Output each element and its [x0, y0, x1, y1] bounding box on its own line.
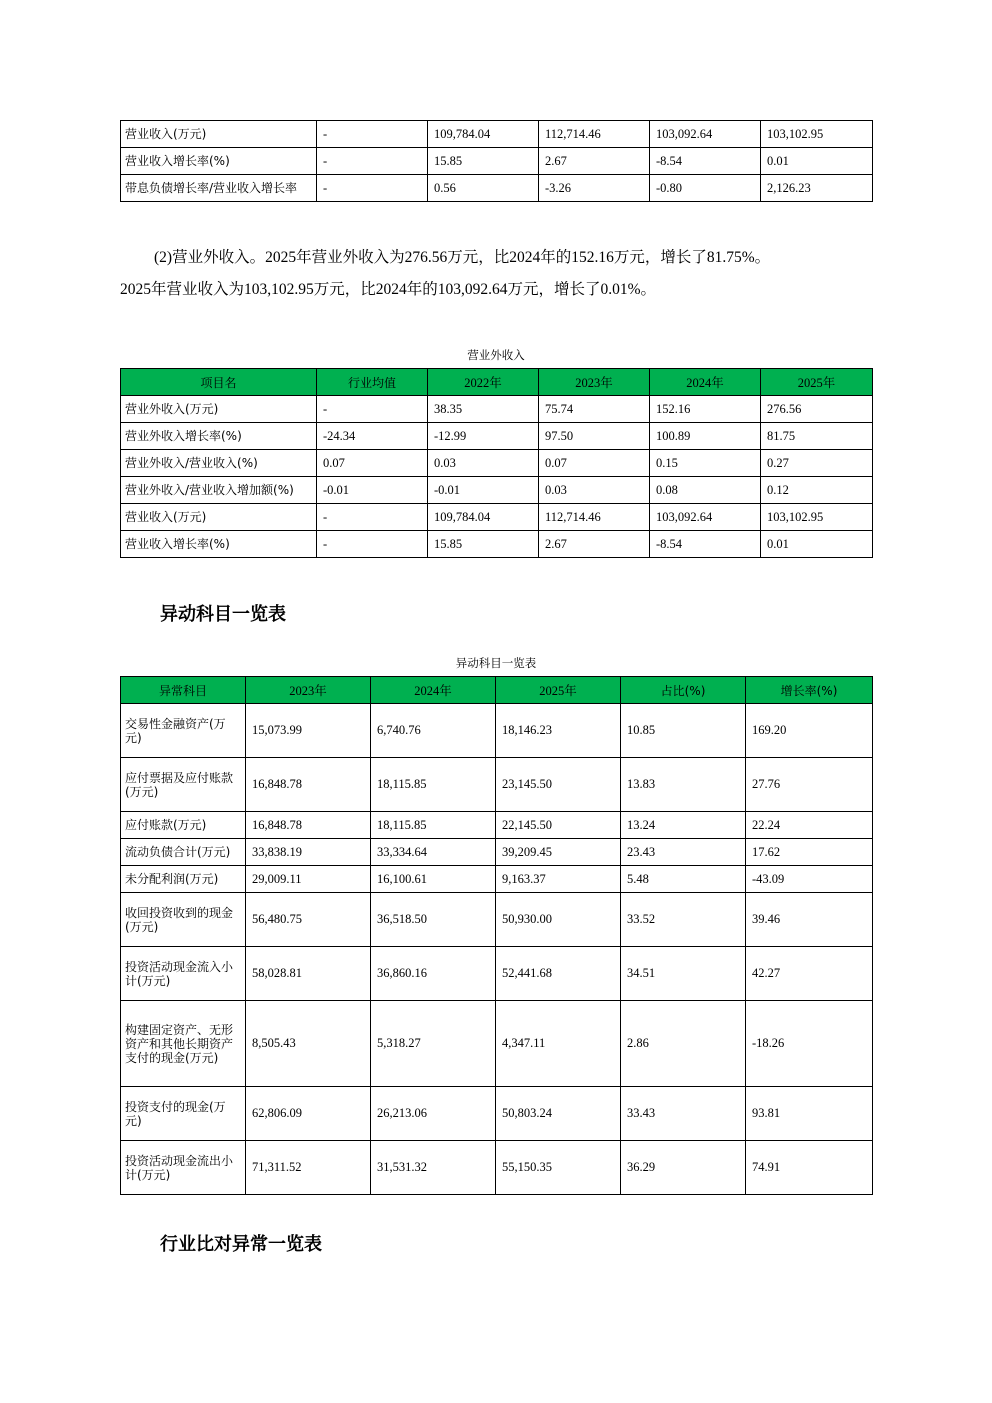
table-row	[121, 893, 873, 947]
table-header-row	[121, 677, 873, 704]
column-header: 2025年	[496, 677, 621, 704]
value-cell: 0.03	[539, 477, 650, 504]
table-row	[121, 1001, 873, 1087]
non-operating-income-table	[120, 368, 873, 558]
value-cell: 0.07	[539, 450, 650, 477]
value-cell: 4,347.11	[496, 1001, 621, 1087]
value-cell: 2.67	[539, 148, 650, 175]
value-cell: 103,092.64	[650, 504, 761, 531]
value-cell: 55,150.35	[496, 1141, 621, 1195]
value-cell: 103,102.95	[761, 504, 873, 531]
value-cell: 33.43	[621, 1087, 746, 1141]
row-label-cell: 营业外收入增长率(%)	[121, 423, 317, 450]
value-cell: 0.12	[761, 477, 873, 504]
row-label-cell: 营业外收入/营业收入增加额(%)	[121, 477, 317, 504]
paragraph-line-2: 2025年营业收入为103,102.95万元，比2024年的103,092.64万元，增长了0.01%。	[120, 281, 657, 298]
value-cell: 0.01	[761, 148, 873, 175]
table-row	[121, 1087, 873, 1141]
row-label-cell: 投资活动现金流出小计(万元)	[121, 1141, 246, 1195]
value-cell: 62,806.09	[246, 1087, 371, 1141]
row-label-cell: 交易性金融资产(万元)	[121, 704, 246, 758]
paragraph-line-1: (2)营业外收入。2025年营业外收入为276.56万元，比2024年的152.16万元，增长了81.75%。	[154, 249, 771, 266]
value-cell: 97.50	[539, 423, 650, 450]
value-cell: 2,126.23	[761, 175, 873, 202]
value-cell: 52,441.68	[496, 947, 621, 1001]
row-label-cell: 营业收入(万元)	[121, 504, 317, 531]
table-row	[121, 396, 873, 423]
value-cell: 276.56	[761, 396, 873, 423]
value-cell: 15.85	[428, 148, 539, 175]
value-cell: -	[317, 504, 428, 531]
table-row	[121, 839, 873, 866]
value-cell: 18,115.85	[371, 812, 496, 839]
value-cell: 109,784.04	[428, 504, 539, 531]
value-cell: 93.81	[746, 1087, 873, 1141]
value-cell: 42.27	[746, 947, 873, 1001]
value-cell: -	[317, 175, 428, 202]
value-cell: 13.83	[621, 758, 746, 812]
value-cell: -	[317, 396, 428, 423]
column-header: 异常科目	[121, 677, 246, 704]
row-label-cell: 应付账款(万元)	[121, 812, 246, 839]
value-cell: 10.85	[621, 704, 746, 758]
value-cell: -	[317, 531, 428, 558]
value-cell: 34.51	[621, 947, 746, 1001]
value-cell: 33,838.19	[246, 839, 371, 866]
row-label-cell: 投资活动现金流入小计(万元)	[121, 947, 246, 1001]
row-label-cell: 营业外收入/营业收入(%)	[121, 450, 317, 477]
value-cell: 5.48	[621, 866, 746, 893]
column-header: 2025年	[761, 369, 873, 396]
value-cell: 58,028.81	[246, 947, 371, 1001]
column-header: 2022年	[428, 369, 539, 396]
value-cell: 0.15	[650, 450, 761, 477]
column-header: 2023年	[246, 677, 371, 704]
value-cell: -8.54	[650, 148, 761, 175]
value-cell: 16,848.78	[246, 758, 371, 812]
value-cell: 50,930.00	[496, 893, 621, 947]
table-caption-non-operating-income: 营业外收入	[467, 348, 525, 362]
value-cell: 22,145.50	[496, 812, 621, 839]
table-header-row	[121, 369, 873, 396]
value-cell: 22.24	[746, 812, 873, 839]
value-cell: 2.67	[539, 531, 650, 558]
column-header: 2023年	[539, 369, 650, 396]
value-cell: -43.09	[746, 866, 873, 893]
value-cell: -0.01	[317, 477, 428, 504]
row-label-cell: 投资支付的现金(万元)	[121, 1087, 246, 1141]
value-cell: 31,531.32	[371, 1141, 496, 1195]
value-cell: -8.54	[650, 531, 761, 558]
value-cell: 8,505.43	[246, 1001, 371, 1087]
row-label-cell: 营业收入(万元)	[121, 121, 317, 148]
column-header: 占比(%)	[621, 677, 746, 704]
value-cell: 17.62	[746, 839, 873, 866]
value-cell: -24.34	[317, 423, 428, 450]
value-cell: 29,009.11	[246, 866, 371, 893]
row-label-cell: 营业收入增长率(%)	[121, 148, 317, 175]
table-row	[121, 704, 873, 758]
value-cell: 2.86	[621, 1001, 746, 1087]
value-cell: 0.01	[761, 531, 873, 558]
table-row	[121, 1141, 873, 1195]
value-cell: 27.76	[746, 758, 873, 812]
value-cell: 75.74	[539, 396, 650, 423]
value-cell: 15,073.99	[246, 704, 371, 758]
value-cell: 36.29	[621, 1141, 746, 1195]
value-cell: 18,146.23	[496, 704, 621, 758]
row-label-cell: 未分配利润(万元)	[121, 866, 246, 893]
row-label-cell: 流动负债合计(万元)	[121, 839, 246, 866]
value-cell: -	[317, 148, 428, 175]
value-cell: 5,318.27	[371, 1001, 496, 1087]
value-cell: 26,213.06	[371, 1087, 496, 1141]
table-row	[121, 121, 873, 148]
value-cell: 169.20	[746, 704, 873, 758]
value-cell: 23,145.50	[496, 758, 621, 812]
column-header: 2024年	[371, 677, 496, 704]
row-label-cell: 营业收入增长率(%)	[121, 531, 317, 558]
value-cell: 103,102.95	[761, 121, 873, 148]
value-cell: 0.03	[428, 450, 539, 477]
value-cell: 109,784.04	[428, 121, 539, 148]
table-row	[121, 423, 873, 450]
value-cell: 152.16	[650, 396, 761, 423]
value-cell: 0.08	[650, 477, 761, 504]
value-cell: 16,848.78	[246, 812, 371, 839]
table-caption-abnormal-items: 异动科目一览表	[455, 656, 537, 670]
table-row	[121, 531, 873, 558]
revenue-continuation-table	[120, 120, 873, 202]
value-cell: 38.35	[428, 396, 539, 423]
row-label-cell: 收回投资收到的现金(万元)	[121, 893, 246, 947]
value-cell: 23.43	[621, 839, 746, 866]
non-operating-income-paragraph	[120, 242, 880, 306]
value-cell: 100.89	[650, 423, 761, 450]
value-cell: 103,092.64	[650, 121, 761, 148]
column-header: 增长率(%)	[746, 677, 873, 704]
value-cell: 71,311.52	[246, 1141, 371, 1195]
value-cell: 33,334.64	[371, 839, 496, 866]
value-cell: -18.26	[746, 1001, 873, 1087]
value-cell: 39,209.45	[496, 839, 621, 866]
value-cell: 13.24	[621, 812, 746, 839]
table-row	[121, 477, 873, 504]
value-cell: 18,115.85	[371, 758, 496, 812]
table-row	[121, 758, 873, 812]
table-row	[121, 947, 873, 1001]
row-label-cell: 构建固定资产、无形资产和其他长期资产支付的现金(万元)	[121, 1001, 246, 1087]
column-header: 2024年	[650, 369, 761, 396]
value-cell: -0.80	[650, 175, 761, 202]
section-heading-abnormal-items: 异动科目一览表	[160, 604, 286, 625]
abnormal-items-table	[120, 676, 873, 1195]
value-cell: 39.46	[746, 893, 873, 947]
value-cell: 81.75	[761, 423, 873, 450]
value-cell: -12.99	[428, 423, 539, 450]
value-cell: 6,740.76	[371, 704, 496, 758]
table-row	[121, 812, 873, 839]
table-row	[121, 450, 873, 477]
table-row	[121, 866, 873, 893]
value-cell: 0.56	[428, 175, 539, 202]
value-cell: -0.01	[428, 477, 539, 504]
table-row	[121, 148, 873, 175]
value-cell: 74.91	[746, 1141, 873, 1195]
value-cell: 0.27	[761, 450, 873, 477]
row-label-cell: 应付票据及应付账款(万元)	[121, 758, 246, 812]
value-cell: 15.85	[428, 531, 539, 558]
value-cell: -	[317, 121, 428, 148]
column-header: 项目名	[121, 369, 317, 396]
value-cell: 36,518.50	[371, 893, 496, 947]
value-cell: 0.07	[317, 450, 428, 477]
value-cell: 50,803.24	[496, 1087, 621, 1141]
value-cell: 16,100.61	[371, 866, 496, 893]
value-cell: 112,714.46	[539, 121, 650, 148]
row-label-cell: 带息负债增长率/营业收入增长率	[121, 175, 317, 202]
value-cell: 56,480.75	[246, 893, 371, 947]
section-heading-industry-comparison: 行业比对异常一览表	[160, 1234, 322, 1255]
value-cell: 9,163.37	[496, 866, 621, 893]
value-cell: 33.52	[621, 893, 746, 947]
value-cell: 112,714.46	[539, 504, 650, 531]
value-cell: -3.26	[539, 175, 650, 202]
row-label-cell: 营业外收入(万元)	[121, 396, 317, 423]
table-row	[121, 175, 873, 202]
column-header: 行业均值	[317, 369, 428, 396]
table-row	[121, 504, 873, 531]
value-cell: 36,860.16	[371, 947, 496, 1001]
